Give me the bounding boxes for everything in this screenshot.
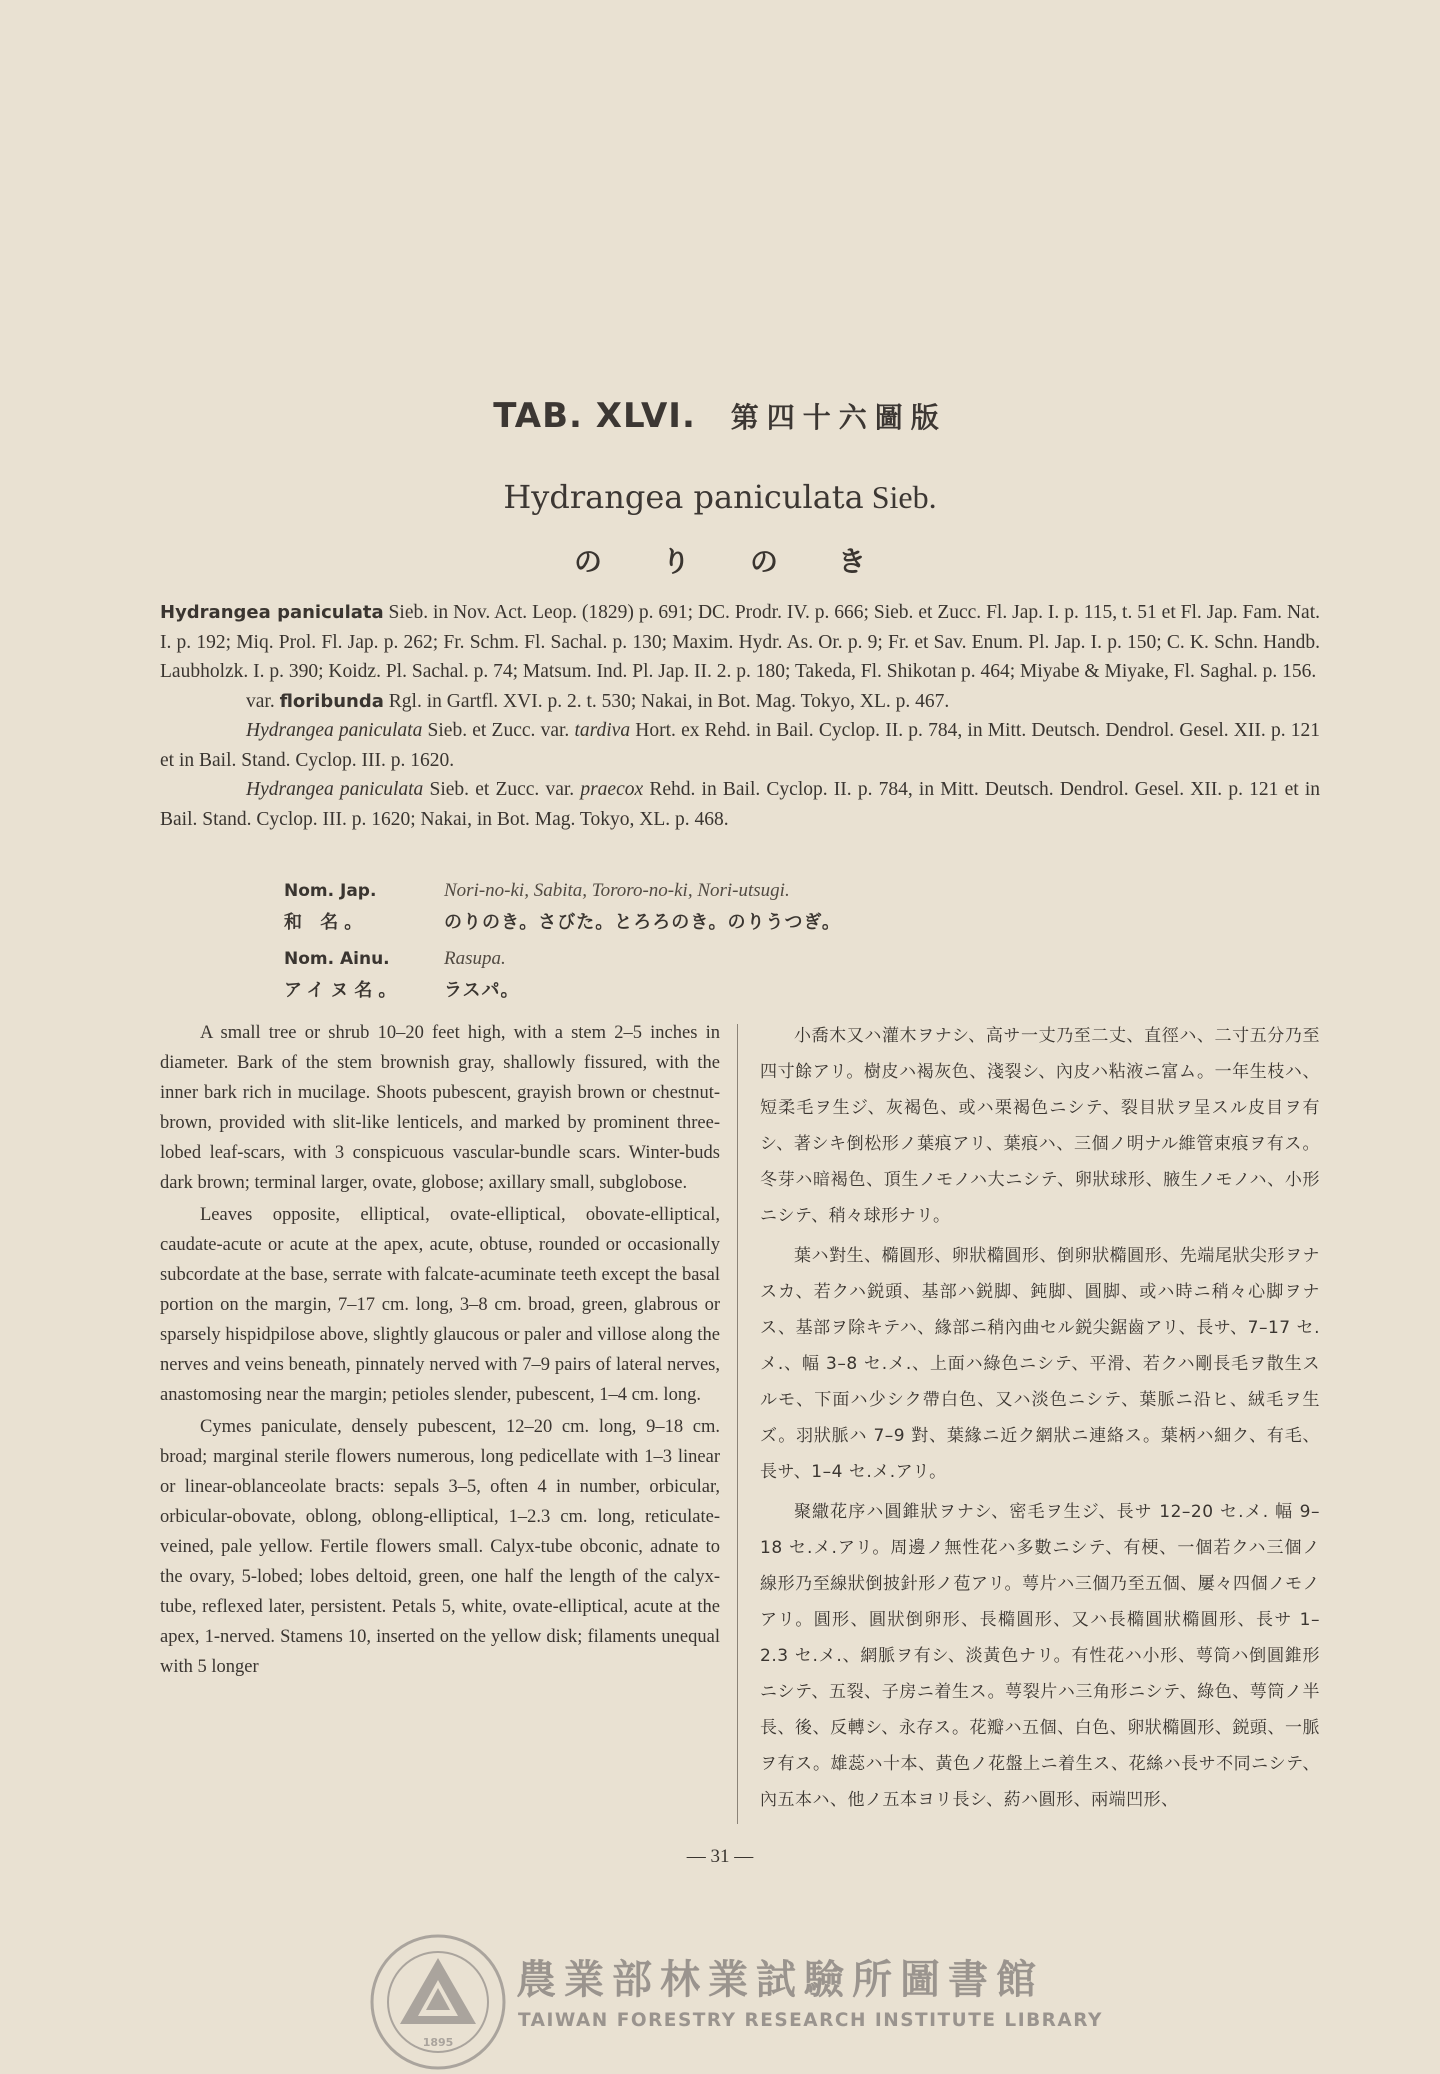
column-divider [737, 1024, 738, 1824]
ainu-row [284, 976, 984, 1006]
seal-year: 1895 [422, 2036, 454, 2049]
english-description [160, 1018, 720, 1684]
wamei-value: のりのき。さびた。とろろのき。のりうつぎ。 [444, 912, 841, 933]
reference-4-name: Hydrangea paniculata [246, 779, 424, 800]
english-paragraph-leaves: Leaves opposite, elliptical, ovate-elliptical, obovate-elliptical, caudate-acute or acute at the apex, acute, obtuse, rounded or occasionally subcordate at the base, serrate with falcate-acuminate teeth except the basal portion on the margin, 7–17 cm. long, 3–8 cm. broad, green, glabrous or sparsely hispidpilose above, slightly glaucous or paler and villose along the nerves and veins beneath, pinnately nerved with 7–9 pairs of lateral nerves, anastomosing near the margin; petioles slender, pubescent, 1–4 cm. long. [160, 1205, 720, 1405]
reference-2 [160, 687, 1320, 717]
reference-4-var: praecox [580, 779, 644, 800]
reference-2-name: floribunda [279, 690, 384, 712]
reference-1 [160, 598, 1320, 687]
japanese-paragraph-flowers: 聚繖花序ハ圓錐狀ヲナシ、密毛ヲ生ジ、長サ 12–20 セ.メ. 幅 9–18 セ.メ.アリ。周邊ノ無性花ハ多數ニシテ、有梗、一個若クハ三個ノ線形乃至線狀倒披針形ノ苞アリ。萼片ハ三個乃至五個、屢々四個ノモノアリ。圓形、圓狀倒卵形、長橢圓形、又ハ長橢圓狀橢圓形、長サ 1–2.3 セ.メ.、網脈ヲ有シ、淡黃色ナリ。有性花ハ小形、萼筒ハ倒圓錐形ニシテ、五裂、子房ニ着生ス。萼裂片ハ三角形ニシテ、綠色、萼筒ノ半長、後、反轉シ、永存ス。花瓣ハ五個、白色、卵狀橢圓形、鋭頭、一脈ヲ有ス。雄蕊ハ十本、黃色ノ花盤上ニ着生ス、花絲ハ長サ不同ニシテ、內五本ハ、他ノ五本ヨリ長シ、葯ハ圓形、兩端凹形、 [760, 1502, 1320, 1810]
references-block [160, 598, 1320, 834]
reference-1-name: Hydrangea paniculata [160, 602, 384, 623]
nom-ainu-label: Nom. Ainu. [284, 949, 390, 969]
japanese-paragraph-leaves: 葉ハ對生、橢圓形、卵狀橢圓形、倒卵狀橢圓形、先端尾狀尖形ヲナスカ、若クハ鋭頭、基部ハ鋭脚、鈍脚、圓脚、或ハ時ニ稍々心脚ヲナス、基部ヲ除キテハ、緣部ニ稍內曲セル鋭尖鋸齒アリ、長サ、7–17 セ.メ.、幅 3–8 セ.メ.、上面ハ綠色ニシテ、平滑、若クハ剛長毛ヲ散生スルモ、下面ハ少シク帶白色、又ハ淡色ニシテ、葉脈ニ沿ヒ、絨毛ヲ生ズ。羽狀脈ハ 7–9 對、葉緣ニ近ク網狀ニ連絡ス。葉柄ハ細ク、有毛、長サ、1–4 セ.メ.アリ。 [760, 1246, 1320, 1482]
reference-4 [160, 775, 1320, 834]
reference-3-mid: Sieb. et Zucc. var. [422, 720, 575, 741]
species-title [0, 478, 1440, 516]
plate-number: TAB. XLVI. [493, 396, 696, 436]
library-name-english: TAIWAN FORESTRY RESEARCH INSTITUTE LIBRARY [518, 2010, 1103, 2031]
reference-4-mid: Sieb. et Zucc. var. [423, 779, 581, 800]
japanese-paragraph-habit: 小喬木又ハ灌木ヲナシ、高サ一丈乃至二丈、直徑ハ、二寸五分乃至四寸餘アリ。樹皮ハ褐灰色、淺裂シ、內皮ハ粘液ニ富ム。一年生枝ハ、短柔毛ヲ生ジ、灰褐色、或ハ栗褐色ニシテ、裂目狀ヲ呈スル皮目ヲ有シ、著シキ倒松形ノ葉痕アリ、葉痕ハ、三個ノ明ナル維管束痕ヲ有ス。冬芽ハ暗褐色、頂生ノモノハ大ニシテ、卵狀球形、腋生ノモノハ、小形ニシテ、稍々球形ナリ。 [760, 1026, 1320, 1226]
reference-3-var: tardiva [574, 720, 631, 741]
english-paragraph-flowers: Cymes paniculate, densely pubescent, 12–20 cm. long, 9–18 cm. broad; marginal sterile flowers numerous, long pedicellate with 1–3 linear or linear-oblanceolate bracts: sepals 3–5, often 4 in number, orbicular, orbicular-obovate, oblong, oblong-elliptical, 1–2.3 cm. long, reticulate-veined, pale yellow. Fertile flowers small. Calyx-tube obconic, adnate to the ovary, 5-lobed; lobes deltoid, green, one half the length of the calyx-tube, reflexed later, persistent. Petals 5, white, ovate-elliptical, acute at the apex, 1-nerved. Stamens 10, inserted on the yellow disk; filaments unequal with 5 longer [160, 1417, 720, 1677]
nom-ainu-row [284, 944, 984, 974]
nom-jap-value: Nori-no-ki, Sabita, Tororo-no-ki, Nori-utsugi. [444, 880, 790, 901]
reference-3 [160, 716, 1320, 775]
reference-2-prefix: var. [246, 690, 280, 712]
wamei-label: 和 名。 [284, 912, 369, 933]
ainu-value: ラスパ。 [444, 980, 520, 1001]
ainu-label: アイヌ名。 [284, 980, 403, 1001]
japanese-description [760, 1018, 1320, 1822]
reference-1-text: Sieb. in Nov. Act. Leop. (1829) p. 691; DC. Prodr. IV. p. 666; Sieb. et Zucc. Fl. Jap. I. p. 115, t. 51 et Fl. Jap. Fam. Nat. I. p. 192; Miq. Prol. Fl. Jap. p. 262; Fr. Schm. Fl. Sachal. p. 130; Maxim. Hydr. As. Or. p. 9; Fr. et Sav. Enum. Pl. Jap. I. p. 150; C. K. Schn. Handb. Laubholzk. I. p. 390; Koidz. Pl. Sachal. p. 74; Matsum. Ind. Pl. Jap. II. 2. p. 180; Takeda, Fl. Shikotan p. 464; Miyabe & Miyake, Fl. Saghal. p. 156. [160, 602, 1320, 682]
library-seal-icon [368, 1932, 508, 2072]
wamei-row [284, 908, 984, 938]
reference-3-name: Hydrangea paniculata [246, 720, 423, 741]
nom-jap-row [284, 876, 984, 906]
library-name-chinese: 農業部林業試驗所圖書館 [516, 1957, 1044, 2003]
species-author: Sieb. [871, 479, 937, 515]
plate-number-jp: 第四十六圖版 [730, 401, 947, 434]
page-number: — 31 — [686, 1846, 754, 1867]
nom-jap-label: Nom. Jap. [284, 881, 377, 901]
japanese-common-name: のりのき [573, 545, 926, 578]
species-name: Hydrangea paniculata [503, 478, 864, 516]
reference-3-text: Hort. ex Rehd. in Bail. Cyclop. II. p. 784, in Mitt. Deutsch. Dendrol. Gesel. XII. p. 121 et in Bail. Stand. Cyclop. III. p. 1620. [160, 720, 1321, 771]
english-paragraph-habit: A small tree or shrub 10–20 feet high, with a stem 2–5 inches in diameter. Bark of the stem brownish gray, shallowly fissured, with the inner bark rich in mucilage. Shoots pubescent, grayish brown or chestnut-brown, provided with slit-like lenticels, and marked by prominent three-lobed leaf-scars, with 3 conspicuous vascular-bundle scars. Winter-buds dark brown; terminal larger, ovate, globose; axillary small, subglobose. [160, 1023, 720, 1193]
nom-ainu-value: Rasupa. [444, 948, 506, 969]
plate-title [0, 396, 1440, 436]
reference-4-text: Rehd. in Bail. Cyclop. II. p. 784, in Mitt. Deutsch. Dendrol. Gesel. XII. p. 121 et in Bail. Stand. Cyclop. III. p. 1620; Nakai, in Bot. Mag. Tokyo, XL. p. 468. [160, 779, 1320, 830]
reference-2-text: Rgl. in Gartfl. XVI. p. 2. t. 530; Nakai, in Bot. Mag. Tokyo, XL. p. 467. [383, 690, 950, 712]
